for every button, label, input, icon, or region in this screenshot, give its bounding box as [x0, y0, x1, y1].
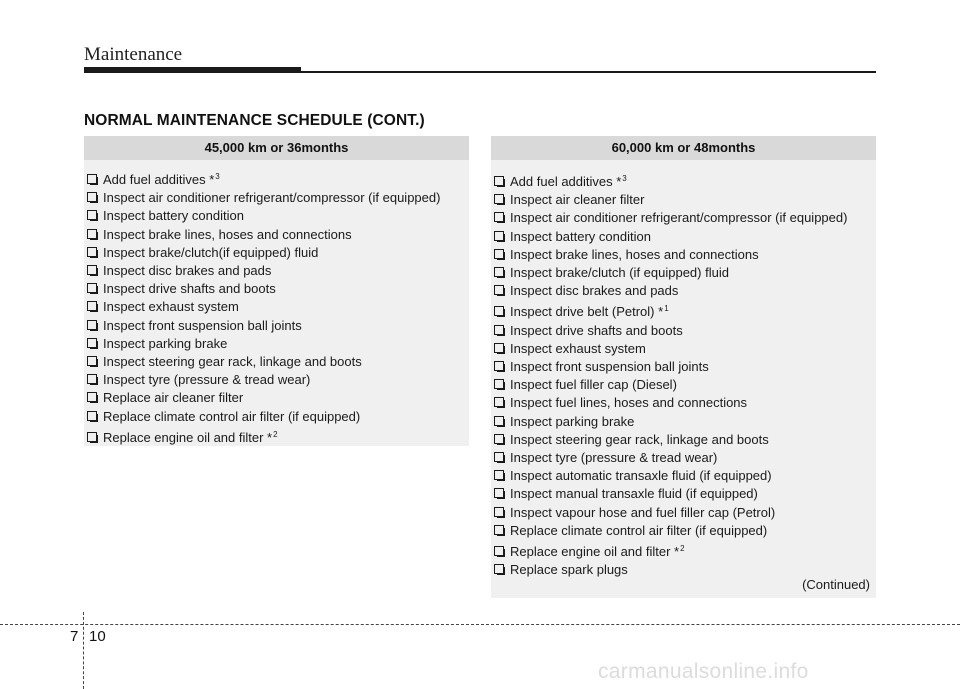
- checkbox-icon: [87, 432, 97, 442]
- checklist-item: [84, 298, 469, 316]
- checklist-item-text: Replace air cleaner filter: [103, 390, 244, 406]
- checklist-item-text: Inspect brake lines, hoses and connections: [510, 246, 759, 262]
- panel-heading: 45,000 km or 36months: [84, 136, 469, 160]
- chapter-number: 7: [70, 628, 79, 645]
- checklist-item: [491, 246, 876, 264]
- checklist-item-text: Inspect battery condition: [103, 208, 244, 224]
- checklist-item: [491, 376, 876, 394]
- checklist-item: [84, 426, 469, 447]
- footnote-marker: 3: [215, 172, 220, 181]
- checklist-item-text: Inspect tyre (pressure & tread wear): [510, 450, 718, 466]
- checkbox-icon: [494, 416, 504, 426]
- checkbox-icon: [494, 379, 504, 389]
- checkbox-icon: [494, 231, 504, 241]
- checklist-item: [84, 389, 469, 407]
- checklist: [84, 160, 469, 447]
- checkbox-icon: [87, 192, 97, 202]
- checklist-item: [84, 371, 469, 389]
- checklist-item-text: Inspect brake/clutch (if equipped) fluid: [510, 265, 729, 281]
- checklist-item-text: Inspect manual transaxle fluid (if equipped): [510, 486, 758, 502]
- checkbox-icon: [87, 301, 97, 311]
- checklist-item-text: Replace climate control air filter (if equipped): [103, 408, 361, 424]
- checkbox-icon: [87, 283, 97, 293]
- checklist-item-text: Inspect steering gear rack, linkage and boots: [103, 354, 362, 370]
- page-number: 10: [89, 628, 106, 645]
- checklist-item-text: Inspect exhaust system: [510, 340, 646, 356]
- checklist-item: [84, 335, 469, 353]
- checklist-item: [491, 191, 876, 209]
- checklist-item: [491, 449, 876, 467]
- checklist-item: [84, 244, 469, 262]
- checklist-item: [491, 300, 876, 321]
- footer-vertical-divider: [83, 612, 84, 689]
- checkbox-icon: [87, 229, 97, 239]
- checkbox-icon: [494, 343, 504, 353]
- checkbox-icon: [494, 507, 504, 517]
- checkbox-icon: [494, 267, 504, 277]
- checklist-item-text: Inspect brake/clutch(if equipped) fluid: [103, 244, 319, 260]
- watermark: carmanualsonline.info: [598, 660, 809, 683]
- checklist-item-text: Inspect air conditioner refrigerant/compressor (if equipped): [510, 210, 848, 226]
- checklist-item: [84, 280, 469, 298]
- continued-note: (Continued): [802, 577, 870, 592]
- checklist-item-text: Inspect front suspension ball joints: [103, 317, 302, 333]
- checklist-item-text: Inspect vapour hose and fuel filler cap (Petrol): [510, 504, 776, 520]
- checkbox-icon: [494, 546, 504, 556]
- checklist-item-text: Inspect fuel lines, hoses and connections: [510, 395, 748, 411]
- checkbox-icon: [87, 210, 97, 220]
- checklist-item-text: Replace spark plugs: [510, 562, 628, 578]
- checklist-item-text: Inspect air conditioner refrigerant/compressor (if equipped): [103, 190, 441, 206]
- checklist-item-text: Inspect steering gear rack, linkage and boots: [510, 431, 769, 447]
- checklist-item: [84, 353, 469, 371]
- checkbox-icon: [494, 564, 504, 574]
- footnote-marker: 3: [622, 174, 627, 183]
- checklist-item: [84, 262, 469, 280]
- checklist-item: [491, 340, 876, 358]
- checklist-item-text: Replace engine oil and filter *: [510, 544, 680, 560]
- checklist-item-text: Add fuel additives *: [510, 174, 622, 189]
- checkbox-icon: [494, 452, 504, 462]
- footnote-marker: 2: [273, 429, 278, 439]
- checkbox-icon: [494, 470, 504, 480]
- checkbox-icon: [87, 392, 97, 402]
- checklist-item: [491, 394, 876, 412]
- checklist-item-text: Inspect parking brake: [510, 413, 635, 429]
- checklist-item: [491, 228, 876, 246]
- panel-heading: 60,000 km or 48months: [491, 136, 876, 160]
- checklist-item-text: Inspect fuel filler cap (Diesel): [510, 377, 677, 393]
- checkbox-icon: [87, 374, 97, 384]
- checklist-item: [84, 226, 469, 244]
- footnote-marker: 1: [664, 304, 669, 314]
- checklist-item: [491, 413, 876, 431]
- checkbox-icon: [87, 247, 97, 257]
- checklist-item: [84, 189, 469, 207]
- checklist-item-text: Inspect automatic transaxle fluid (if equipped): [510, 468, 772, 484]
- checklist-item-text: Add fuel additives *: [103, 172, 215, 187]
- checklist-item: [491, 504, 876, 522]
- checklist-item-text: Replace engine oil and filter *: [103, 429, 273, 445]
- checklist-item: [491, 540, 876, 561]
- checklist-item: [84, 317, 469, 335]
- checklist-item: [84, 207, 469, 225]
- checklist-item-text: Inspect exhaust system: [103, 299, 239, 315]
- checklist-item: [491, 485, 876, 503]
- header-rule: [84, 71, 876, 73]
- checkbox-icon: [494, 212, 504, 222]
- checklist-item-text: Inspect disc brakes and pads: [510, 283, 679, 299]
- checkbox-icon: [87, 411, 97, 421]
- checkbox-icon: [87, 356, 97, 366]
- footnote-marker: 2: [680, 544, 685, 554]
- checklist-item-text: Inspect drive belt (Petrol) *: [510, 304, 664, 320]
- checkbox-icon: [87, 174, 97, 184]
- checklist-item-text: Replace climate control air filter (if equipped): [510, 522, 768, 538]
- checklist-item: [491, 209, 876, 227]
- checklist-item-text: Inspect air cleaner filter: [510, 192, 645, 208]
- section-title: NORMAL MAINTENANCE SCHEDULE (CONT.): [84, 112, 425, 129]
- checkbox-icon: [494, 488, 504, 498]
- schedule-panel-45000: [84, 136, 469, 446]
- checkbox-icon: [494, 249, 504, 259]
- checkbox-icon: [494, 434, 504, 444]
- checklist-item-text: Inspect battery condition: [510, 228, 651, 244]
- checklist-item-text: Inspect parking brake: [103, 335, 228, 351]
- checkbox-icon: [494, 194, 504, 204]
- checklist-item: [491, 170, 876, 191]
- checklist-item: [491, 467, 876, 485]
- checkbox-icon: [494, 285, 504, 295]
- page-header-title: Maintenance: [84, 44, 183, 65]
- checklist: [491, 160, 876, 579]
- checklist-item: [491, 431, 876, 449]
- checklist-item: [491, 264, 876, 282]
- checkbox-icon: [87, 338, 97, 348]
- checklist-item-text: Inspect disc brakes and pads: [103, 263, 272, 279]
- checkbox-icon: [494, 325, 504, 335]
- checkbox-icon: [87, 265, 97, 275]
- checkbox-icon: [494, 397, 504, 407]
- schedule-panel-60000: [491, 136, 876, 598]
- checklist-item-text: Inspect tyre (pressure & tread wear): [103, 372, 311, 388]
- checklist-item: [491, 522, 876, 540]
- checkbox-icon: [87, 320, 97, 330]
- checkbox-icon: [494, 525, 504, 535]
- checklist-item-text: Inspect drive shafts and boots: [103, 281, 276, 297]
- checklist-item: [84, 168, 469, 189]
- checkbox-icon: [494, 361, 504, 371]
- checklist-item-text: Inspect drive shafts and boots: [510, 322, 683, 338]
- checklist-item-text: Inspect brake lines, hoses and connections: [103, 226, 352, 242]
- checklist-item: [84, 408, 469, 426]
- checkbox-icon: [494, 306, 504, 316]
- checklist-item: [491, 358, 876, 376]
- checklist-item: [491, 322, 876, 340]
- footer-divider: [0, 624, 960, 625]
- checklist-item-text: Inspect front suspension ball joints: [510, 359, 709, 375]
- checklist-item: [491, 282, 876, 300]
- checkbox-icon: [494, 176, 504, 186]
